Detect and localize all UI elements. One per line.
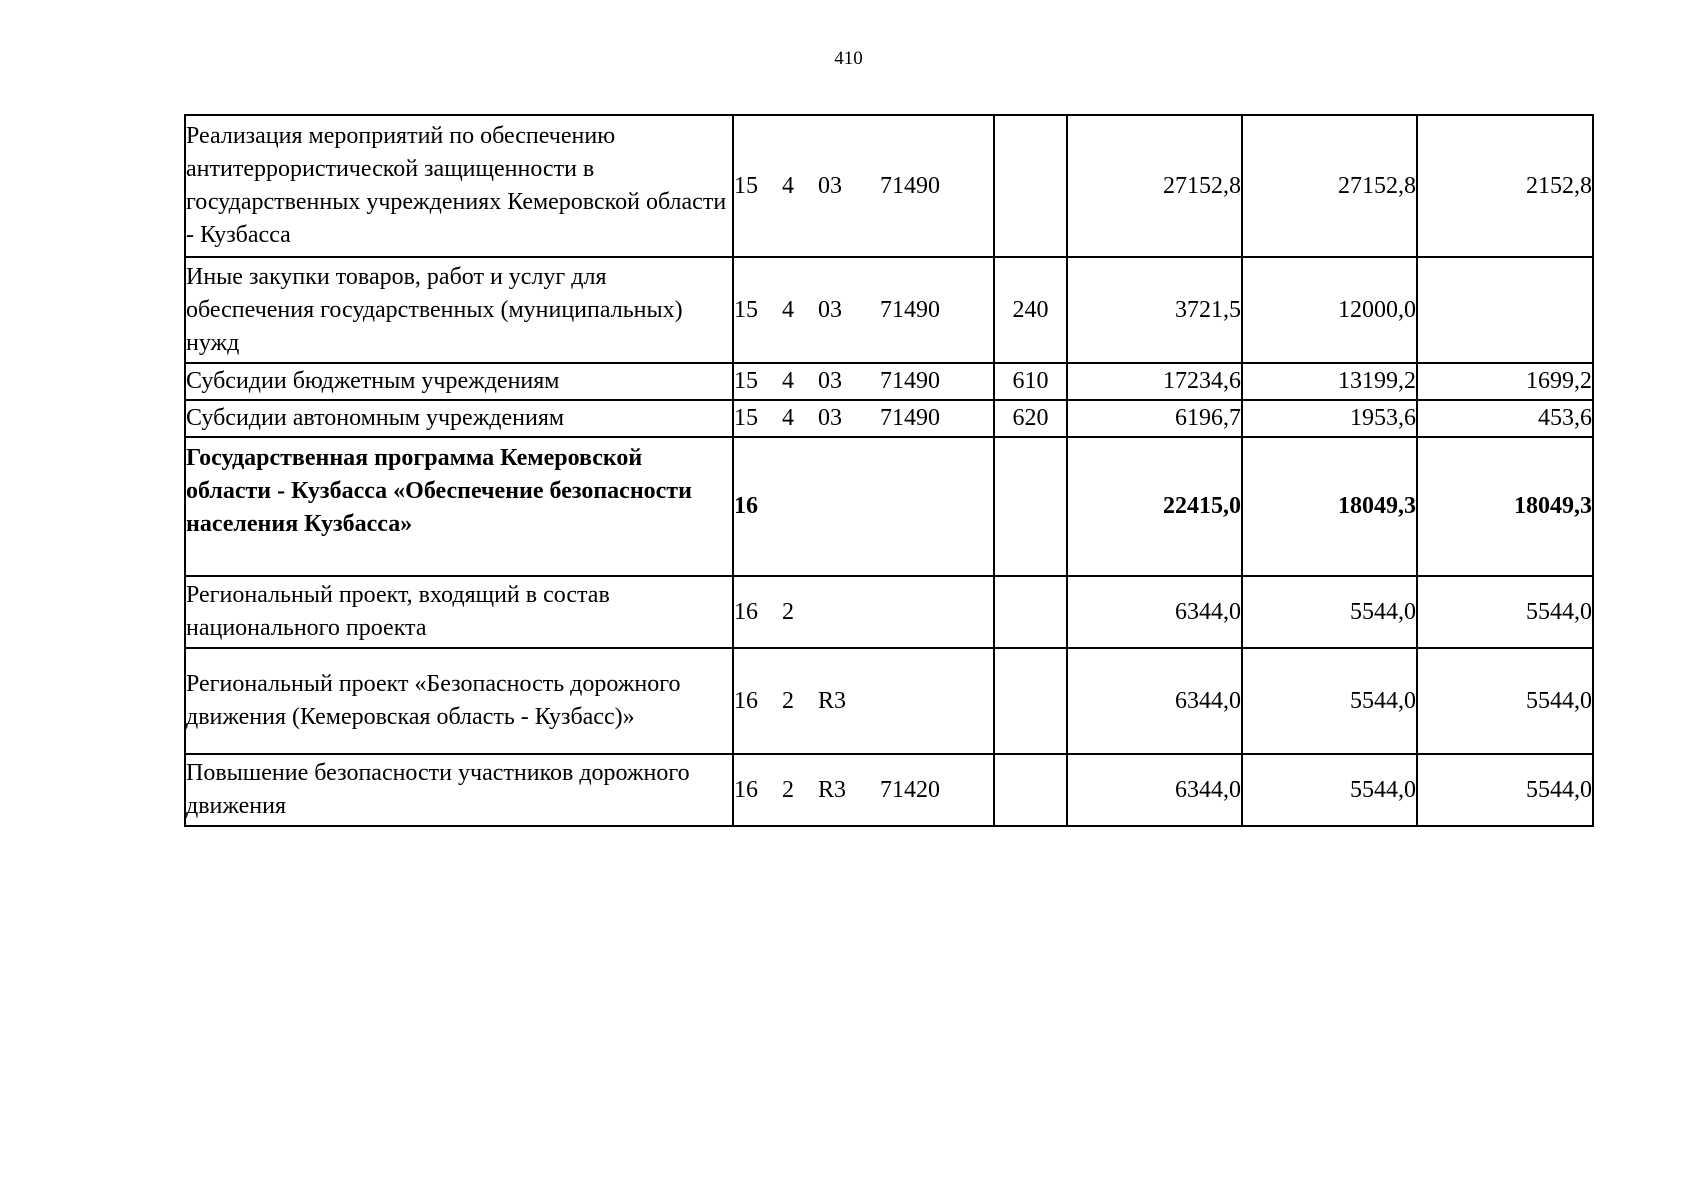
expense-type-code: 620 — [994, 400, 1067, 437]
direction-code: 03 — [818, 172, 842, 199]
subprogram-code: 2 — [782, 687, 794, 714]
amount-year-1: 17234,6 — [1067, 363, 1242, 400]
row-codes — [733, 363, 994, 400]
page-number: 410 — [834, 48, 863, 69]
row-name: Региональный проект, входящий в состав национального проекта — [185, 576, 733, 648]
direction-code: 03 — [818, 405, 842, 431]
expense-type-code: 240 — [994, 257, 1067, 363]
program-code: 16 — [734, 493, 758, 519]
program-code: 15 — [734, 296, 758, 323]
row-name: Повышение безопасности участников дорожного движения — [185, 754, 733, 826]
row-codes — [733, 400, 994, 437]
program-code: 16 — [734, 687, 758, 714]
table-row — [185, 648, 1593, 754]
expense-type-code: 610 — [994, 363, 1067, 400]
amount-year-2: 5544,0 — [1242, 754, 1417, 826]
direction-code: 03 — [818, 296, 842, 323]
expense-type-code — [994, 115, 1067, 257]
subprogram-code: 4 — [782, 405, 794, 431]
expense-type-code — [994, 648, 1067, 754]
item-code: 71490 — [880, 296, 940, 323]
row-name: Субсидии бюджетным учреждениям — [185, 363, 733, 400]
amount-year-3 — [1417, 257, 1593, 363]
row-codes — [733, 257, 994, 363]
item-code: 71490 — [880, 368, 940, 394]
direction-code: 03 — [818, 368, 842, 394]
budget-table — [184, 114, 1594, 827]
row-codes — [733, 648, 994, 754]
subprogram-code: 4 — [782, 172, 794, 199]
row-codes — [733, 754, 994, 826]
amount-year-1: 6344,0 — [1067, 754, 1242, 826]
item-code: 71420 — [880, 776, 940, 803]
row-name: Иные закупки товаров, работ и услуг для обеспечения государственных (муниципальных) нужд — [185, 257, 733, 363]
amount-year-1: 6344,0 — [1067, 648, 1242, 754]
subprogram-code: 4 — [782, 368, 794, 394]
row-name: Региональный проект «Безопасность дорожного движения (Кемеровская область - Кузбасс)» — [185, 648, 733, 754]
amount-year-2: 12000,0 — [1242, 257, 1417, 363]
program-code: 15 — [734, 405, 758, 431]
amount-year-3: 5544,0 — [1417, 576, 1593, 648]
program-code: 15 — [734, 172, 758, 199]
direction-code: R3 — [818, 687, 847, 714]
amount-year-1: 3721,5 — [1067, 257, 1242, 363]
amount-year-3: 5544,0 — [1417, 754, 1593, 826]
table-row — [185, 400, 1593, 437]
amount-year-2: 5544,0 — [1242, 648, 1417, 754]
table-row — [185, 754, 1593, 826]
table-row — [185, 437, 1593, 576]
amount-year-1: 22415,0 — [1067, 437, 1242, 576]
amount-year-1: 27152,8 — [1067, 115, 1242, 257]
row-codes — [733, 437, 994, 576]
amount-year-2: 1953,6 — [1242, 400, 1417, 437]
row-codes — [733, 576, 994, 648]
program-code: 15 — [734, 368, 758, 394]
program-code: 16 — [734, 776, 758, 803]
row-codes — [733, 115, 994, 257]
amount-year-3: 5544,0 — [1417, 648, 1593, 754]
amount-year-3: 1699,2 — [1417, 363, 1593, 400]
amount-year-3: 2152,8 — [1417, 115, 1593, 257]
program-code: 16 — [734, 598, 758, 625]
subprogram-code: 4 — [782, 296, 794, 323]
amount-year-3: 18049,3 — [1417, 437, 1593, 576]
amount-year-1: 6196,7 — [1067, 400, 1242, 437]
expense-type-code — [994, 754, 1067, 826]
amount-year-2: 5544,0 — [1242, 576, 1417, 648]
row-name: Государственная программа Кемеровской области - Кузбасса «Обеспечение безопасности населения Кузбасса» — [185, 437, 733, 576]
subprogram-code: 2 — [782, 598, 794, 625]
table-row — [185, 115, 1593, 257]
expense-type-code — [994, 576, 1067, 648]
row-name: Реализация мероприятий по обеспечению антитеррористической защищенности в государственных учреждениях Кемеровской области - Кузбасса — [185, 115, 733, 257]
amount-year-2: 27152,8 — [1242, 115, 1417, 257]
expense-type-code — [994, 437, 1067, 576]
amount-year-2: 18049,3 — [1242, 437, 1417, 576]
direction-code: R3 — [818, 776, 847, 803]
amount-year-1: 6344,0 — [1067, 576, 1242, 648]
item-code: 71490 — [880, 172, 940, 199]
subprogram-code: 2 — [782, 776, 794, 803]
amount-year-2: 13199,2 — [1242, 363, 1417, 400]
item-code: 71490 — [880, 405, 940, 431]
table-row — [185, 257, 1593, 363]
row-name: Субсидии автономным учреждениям — [185, 400, 733, 437]
table-row — [185, 576, 1593, 648]
amount-year-3: 453,6 — [1417, 400, 1593, 437]
table-row — [185, 363, 1593, 400]
